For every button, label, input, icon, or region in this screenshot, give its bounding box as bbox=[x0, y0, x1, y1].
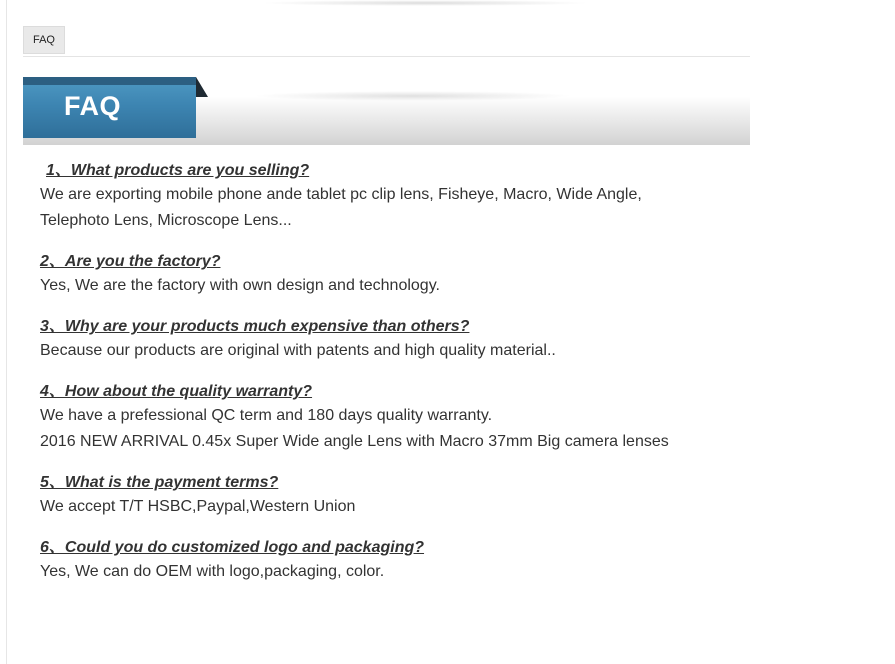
faq-banner bbox=[23, 77, 750, 145]
faq-question[interactable]: 6、Could you do customized logo and packaging? bbox=[40, 539, 425, 556]
faq-answer-line: We accept T/T HSBC,Paypal,Western Union bbox=[40, 498, 356, 515]
faq-question[interactable]: 1、What products are you selling? bbox=[46, 162, 310, 179]
faq-answer-line: We are exporting mobile phone ande tablet pc clip lens, Fisheye, Macro, Wide Angle, bbox=[40, 186, 642, 203]
faq-question[interactable]: 2、Are you the factory? bbox=[40, 253, 221, 270]
faq-item bbox=[40, 381, 760, 455]
faq-answer-line: Because our products are original with patents and high quality material.. bbox=[40, 342, 556, 359]
faq-item bbox=[40, 316, 760, 364]
faq-list bbox=[40, 160, 760, 602]
faq-question[interactable]: 5、What is the payment terms? bbox=[40, 474, 279, 491]
faq-question[interactable]: 3、Why are your products much expensive than others? bbox=[40, 318, 470, 335]
faq-answer-line: We have a prefessional QC term and 180 days quality warranty. bbox=[40, 407, 493, 424]
faq-item bbox=[40, 537, 760, 585]
faq-answer-line: Telephoto Lens, Microscope Lens... bbox=[40, 212, 292, 229]
faq-answer-line: Yes, We are the factory with own design and technology. bbox=[40, 277, 440, 294]
tab-faq[interactable]: FAQ bbox=[23, 26, 65, 54]
tab-bar bbox=[23, 26, 750, 57]
banner-highlight bbox=[253, 91, 573, 101]
banner-tab-edge bbox=[23, 77, 196, 85]
faq-item bbox=[40, 251, 760, 299]
top-shadow bbox=[260, 0, 590, 6]
banner-title-tab bbox=[23, 77, 196, 138]
faq-question[interactable]: 4、How about the quality warranty? bbox=[40, 383, 313, 400]
faq-answer-line: 2016 NEW ARRIVAL 0.45x Super Wide angle Lens with Macro 37mm Big camera lenses bbox=[40, 433, 669, 450]
faq-item bbox=[40, 472, 760, 520]
banner-title: FAQ bbox=[64, 91, 122, 121]
left-border bbox=[6, 0, 7, 664]
faq-answer-line: Yes, We can do OEM with logo,packaging, color. bbox=[40, 563, 385, 580]
faq-item bbox=[40, 160, 760, 234]
